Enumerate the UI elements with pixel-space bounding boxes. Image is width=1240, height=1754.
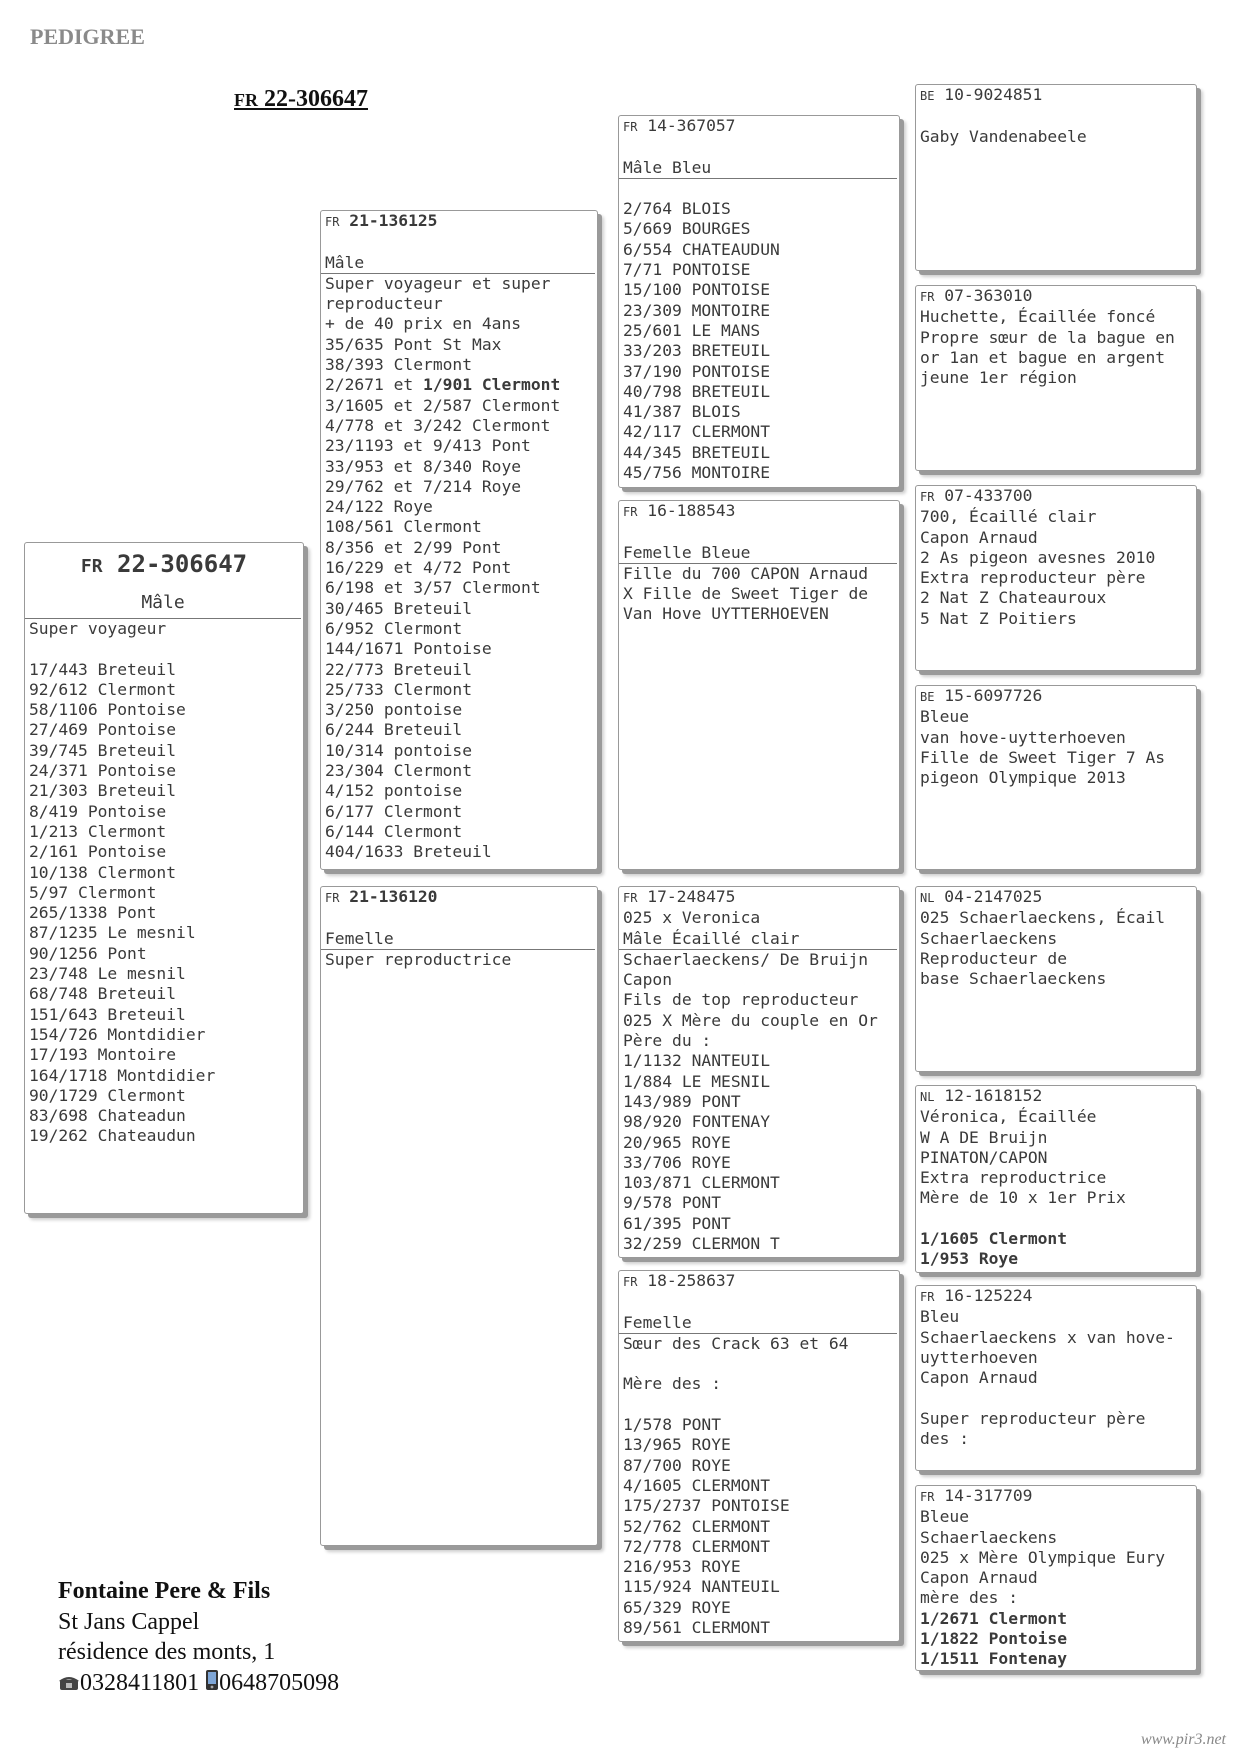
pigeon-sex: Femelle (321, 929, 595, 950)
ring-value: 12-1618152 (944, 1086, 1043, 1105)
ring-number (916, 486, 1196, 507)
ring-number (916, 85, 1196, 106)
owner-address: résidence des monts, 1 (58, 1639, 276, 1665)
ring-number (916, 1286, 1196, 1307)
note-line: 83/698 Chateadun (29, 1106, 186, 1126)
note-line: 3/1605 et 2/587 Clermont (325, 395, 561, 415)
note-line: 39/745 Breteuil (29, 740, 177, 760)
note-line: 32/259 CLERMON T (623, 1234, 780, 1254)
note-line: 265/1338 Pont (29, 903, 157, 923)
note-line: 5 Nat Z Poitiers (920, 608, 1077, 628)
ring-value: 07-433700 (944, 486, 1033, 505)
note-line: 8/419 Pontoise (29, 801, 167, 821)
ring-country: FR (920, 490, 935, 504)
note-line: 6/144 Clermont (325, 821, 463, 841)
ring-value: 16-188543 (647, 501, 736, 520)
owner-phones (58, 1668, 339, 1700)
pigeon-notes (916, 707, 1196, 788)
note-line: jeune 1er région (920, 368, 1077, 388)
ring-number (25, 543, 303, 588)
pigeon-notes (321, 950, 597, 970)
note-line: Bleue (920, 707, 970, 727)
card-ddd (915, 1485, 1197, 1671)
ring-value: 22-306647 (117, 550, 248, 578)
note-line: 19/262 Chateaudun (29, 1126, 196, 1146)
note-line: Fille de Sweet Tiger 7 As (920, 747, 1166, 767)
ring-value: 21-136125 (349, 211, 438, 230)
note-line: 151/643 Breteuil (29, 1004, 186, 1024)
note-line: 2 Nat Z Chateauroux (920, 588, 1107, 608)
pigeon-notes (916, 507, 1196, 629)
pigeon-notes (619, 1334, 899, 1638)
ring-value: 04-2147025 (944, 887, 1043, 906)
note-line: 143/989 PONT (623, 1091, 741, 1111)
note-line: 4/778 et 3/242 Clermont (325, 415, 551, 435)
ring-number (916, 1486, 1196, 1507)
note-line: Fils de top reproducteur (623, 990, 859, 1010)
note-line: base Schaerlaeckens (920, 969, 1107, 989)
note-line: Sœur des Crack 63 et 64 (623, 1333, 849, 1353)
note-line-bold: 1/1511 Fontenay (920, 1649, 1068, 1669)
ring-country: FR (623, 891, 638, 905)
note-line: 23/309 MONTOIRE (623, 300, 771, 320)
note-line: des : (920, 1429, 970, 1449)
mobile-number[interactable]: 0648705098 (219, 1669, 340, 1696)
note-line: 2/764 BLOIS (623, 199, 731, 219)
note-line (321, 375, 597, 395)
pigeon-notes (619, 179, 899, 483)
note-line: 42/117 CLERMONT (623, 422, 771, 442)
note-line: 5/669 BOURGES (623, 219, 751, 239)
note-line: uytterhoeven (920, 1347, 1038, 1367)
note-line: 13/965 ROYE (623, 1435, 731, 1455)
note-line: 24/122 Roye (325, 497, 433, 517)
ring-country: BE (920, 89, 935, 103)
ring-country: FR (920, 1290, 935, 1304)
note-line: 24/371 Pontoise (29, 761, 177, 781)
note-line: Capon Arnaud (920, 527, 1038, 547)
note-line: Gaby Vandenabeele (920, 126, 1087, 146)
pigeon-sex: Mâle Écaillé clair (619, 929, 897, 950)
pigeon-notes (916, 106, 1196, 147)
blank-line (916, 1388, 1196, 1408)
note-line: 61/395 PONT (623, 1213, 731, 1233)
note-line: 23/748 Le mesnil (29, 964, 186, 984)
pigeon-notes (916, 1107, 1196, 1269)
note-line: 025 x Mère Olympique Eury (920, 1547, 1166, 1567)
ring-number (916, 286, 1196, 307)
note-line: 108/561 Clermont (325, 517, 482, 537)
note-line: 72/778 CLERMONT (623, 1536, 771, 1556)
note-line: 41/387 BLOIS (623, 402, 741, 422)
note-line: 44/345 BRETEUIL (623, 442, 771, 462)
note-line: 17/443 Breteuil (29, 659, 177, 679)
ring-value: 21-136120 (349, 887, 438, 906)
note-line: 1/884 LE MESNIL (623, 1071, 771, 1091)
note-line: 404/1633 Breteuil (325, 842, 492, 862)
ring-value: 07-363010 (944, 286, 1033, 305)
ring-value: 16-125224 (944, 1286, 1033, 1305)
card-dam (320, 886, 598, 1546)
note-line: 87/700 ROYE (623, 1455, 731, 1475)
ring-number (321, 887, 597, 908)
note-line: 025 Schaerlaeckens, Écail (920, 908, 1166, 928)
note-line: 1/578 PONT (623, 1415, 722, 1435)
note-line: 25/601 LE MANS (623, 320, 761, 340)
note-line: Mère de 10 x 1er Prix (920, 1188, 1126, 1208)
ring-value: 10-9024851 (944, 85, 1043, 104)
top-ring-value: 22-306647 (264, 86, 368, 112)
note-line: 23/304 Clermont (325, 761, 473, 781)
note-line: 10/314 pontoise (325, 740, 473, 760)
note-line: Père du : (623, 1031, 712, 1051)
note-line: 22/773 Breteuil (325, 659, 473, 679)
card-subject (24, 542, 304, 1214)
ring-number (619, 1271, 899, 1292)
note-line: or 1an et bague en argent (920, 347, 1166, 367)
note-line: 90/1256 Pont (29, 943, 147, 963)
note-line: Super voyageur et super (325, 273, 551, 293)
pigeon-notes (25, 619, 303, 1147)
note-highlight: 1/901 Clermont (423, 375, 561, 395)
note-line: 115/924 NANTEUIL (623, 1577, 780, 1597)
owner-name: Fontaine Pere & Fils (58, 1578, 271, 1604)
note-line: 89/561 CLERMONT (623, 1618, 771, 1638)
note-line: 27/469 Pontoise (29, 720, 177, 740)
note-line: 1/1132 NANTEUIL (623, 1051, 771, 1071)
card-dss (915, 886, 1197, 1072)
ring-country: FR (80, 556, 103, 577)
ring-country: FR (623, 505, 638, 519)
ring-number (619, 116, 899, 137)
blank-line (619, 179, 899, 199)
ring-number (916, 887, 1196, 908)
pigeon-sex: Mâle Bleu (619, 158, 897, 179)
pigeon-sex: Femelle (619, 1313, 897, 1334)
card-sdd (915, 685, 1197, 870)
note-line: 103/871 CLERMONT (623, 1173, 780, 1193)
card-dam-sire (618, 886, 900, 1258)
note-line: 2 As pigeon avesnes 2010 (920, 547, 1156, 567)
note-text: 2/2671 et (325, 375, 424, 395)
note-line: X Fille de Sweet Tiger de (623, 584, 869, 604)
ring-number (916, 1086, 1196, 1107)
blank-line (25, 639, 303, 659)
card-sire-dam (618, 500, 900, 870)
note-line: 15/100 PONTOISE (623, 280, 771, 300)
note-line: 1/213 Clermont (29, 821, 167, 841)
note-line: 20/965 ROYE (623, 1132, 731, 1152)
card-dds (915, 1285, 1197, 1471)
note-line: 98/920 FONTENAY (623, 1112, 771, 1132)
note-line: 87/1235 Le mesnil (29, 923, 196, 943)
note-line: reproducteur (325, 294, 443, 314)
note-line: Huchette, Écaillée foncé (920, 307, 1156, 327)
pigeon-notes (619, 564, 899, 625)
ring-country: FR (325, 215, 340, 229)
note-line: van hove-uytterhoeven (920, 727, 1126, 747)
note-line: 16/229 et 4/72 Pont (325, 558, 512, 578)
note-line: 3/250 pontoise (325, 700, 463, 720)
ring-value: 18-258637 (647, 1271, 736, 1290)
blank-line (619, 1395, 899, 1415)
note-line: Super reproducteur père (920, 1408, 1146, 1428)
note-line: 38/393 Clermont (325, 355, 473, 375)
note-line: Super reproductrice (325, 949, 512, 969)
pigeon-sex: Femelle Bleue (619, 543, 897, 564)
blank-line (619, 1354, 899, 1374)
note-line: 7/71 PONTOISE (623, 260, 751, 280)
ring-country: NL (920, 1090, 935, 1104)
ring-country: FR (920, 290, 935, 304)
card-sire (320, 210, 598, 870)
note-line: Extra reproducteur père (920, 568, 1146, 588)
note-line: Mère des : (623, 1374, 722, 1394)
note-line: pigeon Olympique 2013 (920, 768, 1126, 788)
note-line: Propre sœur de la bague en (920, 327, 1175, 347)
top-ring-number (234, 86, 368, 113)
note-line: 175/2737 PONTOISE (623, 1496, 790, 1516)
note-line: Capon Arnaud (920, 1368, 1038, 1388)
note-line: Bleue (920, 1507, 970, 1527)
note-line: 6/177 Clermont (325, 801, 463, 821)
ring-number (619, 501, 899, 522)
ring-country: FR (325, 891, 340, 905)
note-line: 6/952 Clermont (325, 618, 463, 638)
note-line: Schaerlaeckens/ De Bruijn (623, 949, 869, 969)
pigeon-sex: Mâle (321, 253, 595, 274)
note-line: Bleu (920, 1307, 960, 1327)
note-line: 68/748 Breteuil (29, 984, 177, 1004)
note-line: 30/465 Breteuil (325, 598, 473, 618)
note-line: 58/1106 Pontoise (29, 700, 186, 720)
ring-country: BE (920, 690, 935, 704)
top-ring-country: FR (234, 90, 258, 110)
card-sire-sire (618, 115, 900, 488)
card-sds (915, 485, 1197, 671)
note-line: 92/612 Clermont (29, 679, 177, 699)
ring-value: 14-367057 (647, 116, 736, 135)
pigeon-notes (916, 1507, 1196, 1669)
ring-value: 14-317709 (944, 1486, 1033, 1505)
blank-line (916, 1209, 1196, 1229)
note-line: 6/244 Breteuil (325, 720, 463, 740)
ring-number (321, 211, 597, 232)
note-line: Extra reproductrice (920, 1168, 1107, 1188)
note-line: 40/798 BRETEUIL (623, 381, 771, 401)
phone-number[interactable]: 0328411801 (80, 1669, 200, 1696)
note-line: 4/152 pontoise (325, 781, 463, 801)
note-line: 37/190 PONTOISE (623, 361, 771, 381)
ring-value: 17-248475 (647, 887, 736, 906)
note-line: 21/303 Breteuil (29, 781, 177, 801)
note-line: 90/1729 Clermont (29, 1085, 186, 1105)
note-line: 35/635 Pont St Max (325, 334, 502, 354)
ring-country: NL (920, 891, 935, 905)
note-line: 700, Écaillé clair (920, 507, 1097, 527)
note-line: Reproducteur de (920, 948, 1068, 968)
note-line-bold: 1/2671 Clermont (920, 1608, 1068, 1628)
note-line: 45/756 MONTOIRE (623, 463, 771, 483)
note-line: 164/1718 Montdidier (29, 1065, 216, 1085)
note-line: 5/97 Clermont (29, 882, 157, 902)
note-line-bold: 1/953 Roye (920, 1249, 1019, 1269)
pigeon-sex: Mâle (25, 588, 301, 619)
note-line: 9/578 PONT (623, 1193, 722, 1213)
note-line: 33/203 BRETEUIL (623, 341, 771, 361)
mobile-phone-icon (205, 1669, 219, 1700)
note-line: 154/726 Montdidier (29, 1024, 206, 1044)
note-line-bold: 1/1822 Pontoise (920, 1629, 1068, 1649)
note-line: 52/762 CLERMONT (623, 1516, 771, 1536)
note-line: 025 X Mère du couple en Or (623, 1010, 878, 1030)
card-sss (915, 84, 1197, 271)
ring-number (916, 686, 1196, 707)
pigeon-notes (916, 1307, 1196, 1449)
note-line: 17/193 Montoire (29, 1045, 177, 1065)
note-line: 144/1671 Pontoise (325, 639, 492, 659)
phone-icon (58, 1669, 80, 1700)
note-line: 216/953 ROYE (623, 1557, 741, 1577)
note-line: Super voyageur (29, 619, 167, 638)
pigeon-notes (321, 274, 597, 863)
note-line: Capon Arnaud (920, 1568, 1038, 1588)
card-ssd (915, 285, 1197, 471)
note-line: Capon (623, 970, 673, 990)
card-dam-dam (618, 1270, 900, 1642)
note-line: W A DE Bruijn (920, 1127, 1048, 1147)
note-line: 2/161 Pontoise (29, 842, 167, 862)
footer-website[interactable]: www.pir3.net (1140, 1731, 1226, 1748)
note-line: Schaerlaeckens (920, 1527, 1058, 1547)
note-line: 6/554 CHATEAUDUN (623, 239, 780, 259)
note-line: Schaerlaeckens x van hove- (920, 1327, 1175, 1347)
note-line: 8/356 et 2/99 Pont (325, 537, 502, 557)
note-line: 10/138 Clermont (29, 862, 177, 882)
owner-info (58, 1576, 339, 1699)
note-line: 4/1605 CLERMONT (623, 1475, 771, 1495)
note-line: PINATON/CAPON (920, 1147, 1048, 1167)
note-line: 6/198 et 3/57 Clermont (325, 578, 541, 598)
pigeon-lineage: 025 x Veronica (623, 908, 761, 928)
note-line: 23/1193 et 9/413 Pont (325, 436, 531, 456)
ring-country: FR (623, 120, 638, 134)
note-line: Fille du 700 CAPON Arnaud (623, 563, 869, 583)
note-line: 65/329 ROYE (623, 1597, 731, 1617)
ring-value: 15-6097726 (944, 686, 1043, 705)
note-line: Véronica, Écaillée (920, 1107, 1097, 1127)
card-dsd (915, 1085, 1197, 1273)
note-line: + de 40 prix en 4ans (325, 314, 522, 334)
note-line-bold: 1/1605 Clermont (920, 1229, 1068, 1249)
note-line: 33/953 et 8/340 Roye (325, 456, 522, 476)
note-line: Schaerlaeckens (920, 928, 1058, 948)
note-line: mère des : (920, 1588, 1019, 1608)
blank-line (916, 106, 1196, 126)
ring-country: FR (920, 1490, 935, 1504)
note-line: 29/762 et 7/214 Roye (325, 476, 522, 496)
note-line: Van Hove UYTTERHOEVEN (623, 604, 829, 624)
pigeon-notes (619, 950, 899, 1254)
page-title: PEDIGREE (30, 24, 145, 49)
ring-number (619, 887, 899, 908)
pigeon-notes (916, 908, 1196, 989)
ring-country: FR (623, 1275, 638, 1289)
note-line: 33/706 ROYE (623, 1152, 731, 1172)
owner-city: St Jans Cappel (58, 1608, 200, 1635)
pigeon-notes (916, 307, 1196, 388)
note-line: 25/733 Clermont (325, 679, 473, 699)
